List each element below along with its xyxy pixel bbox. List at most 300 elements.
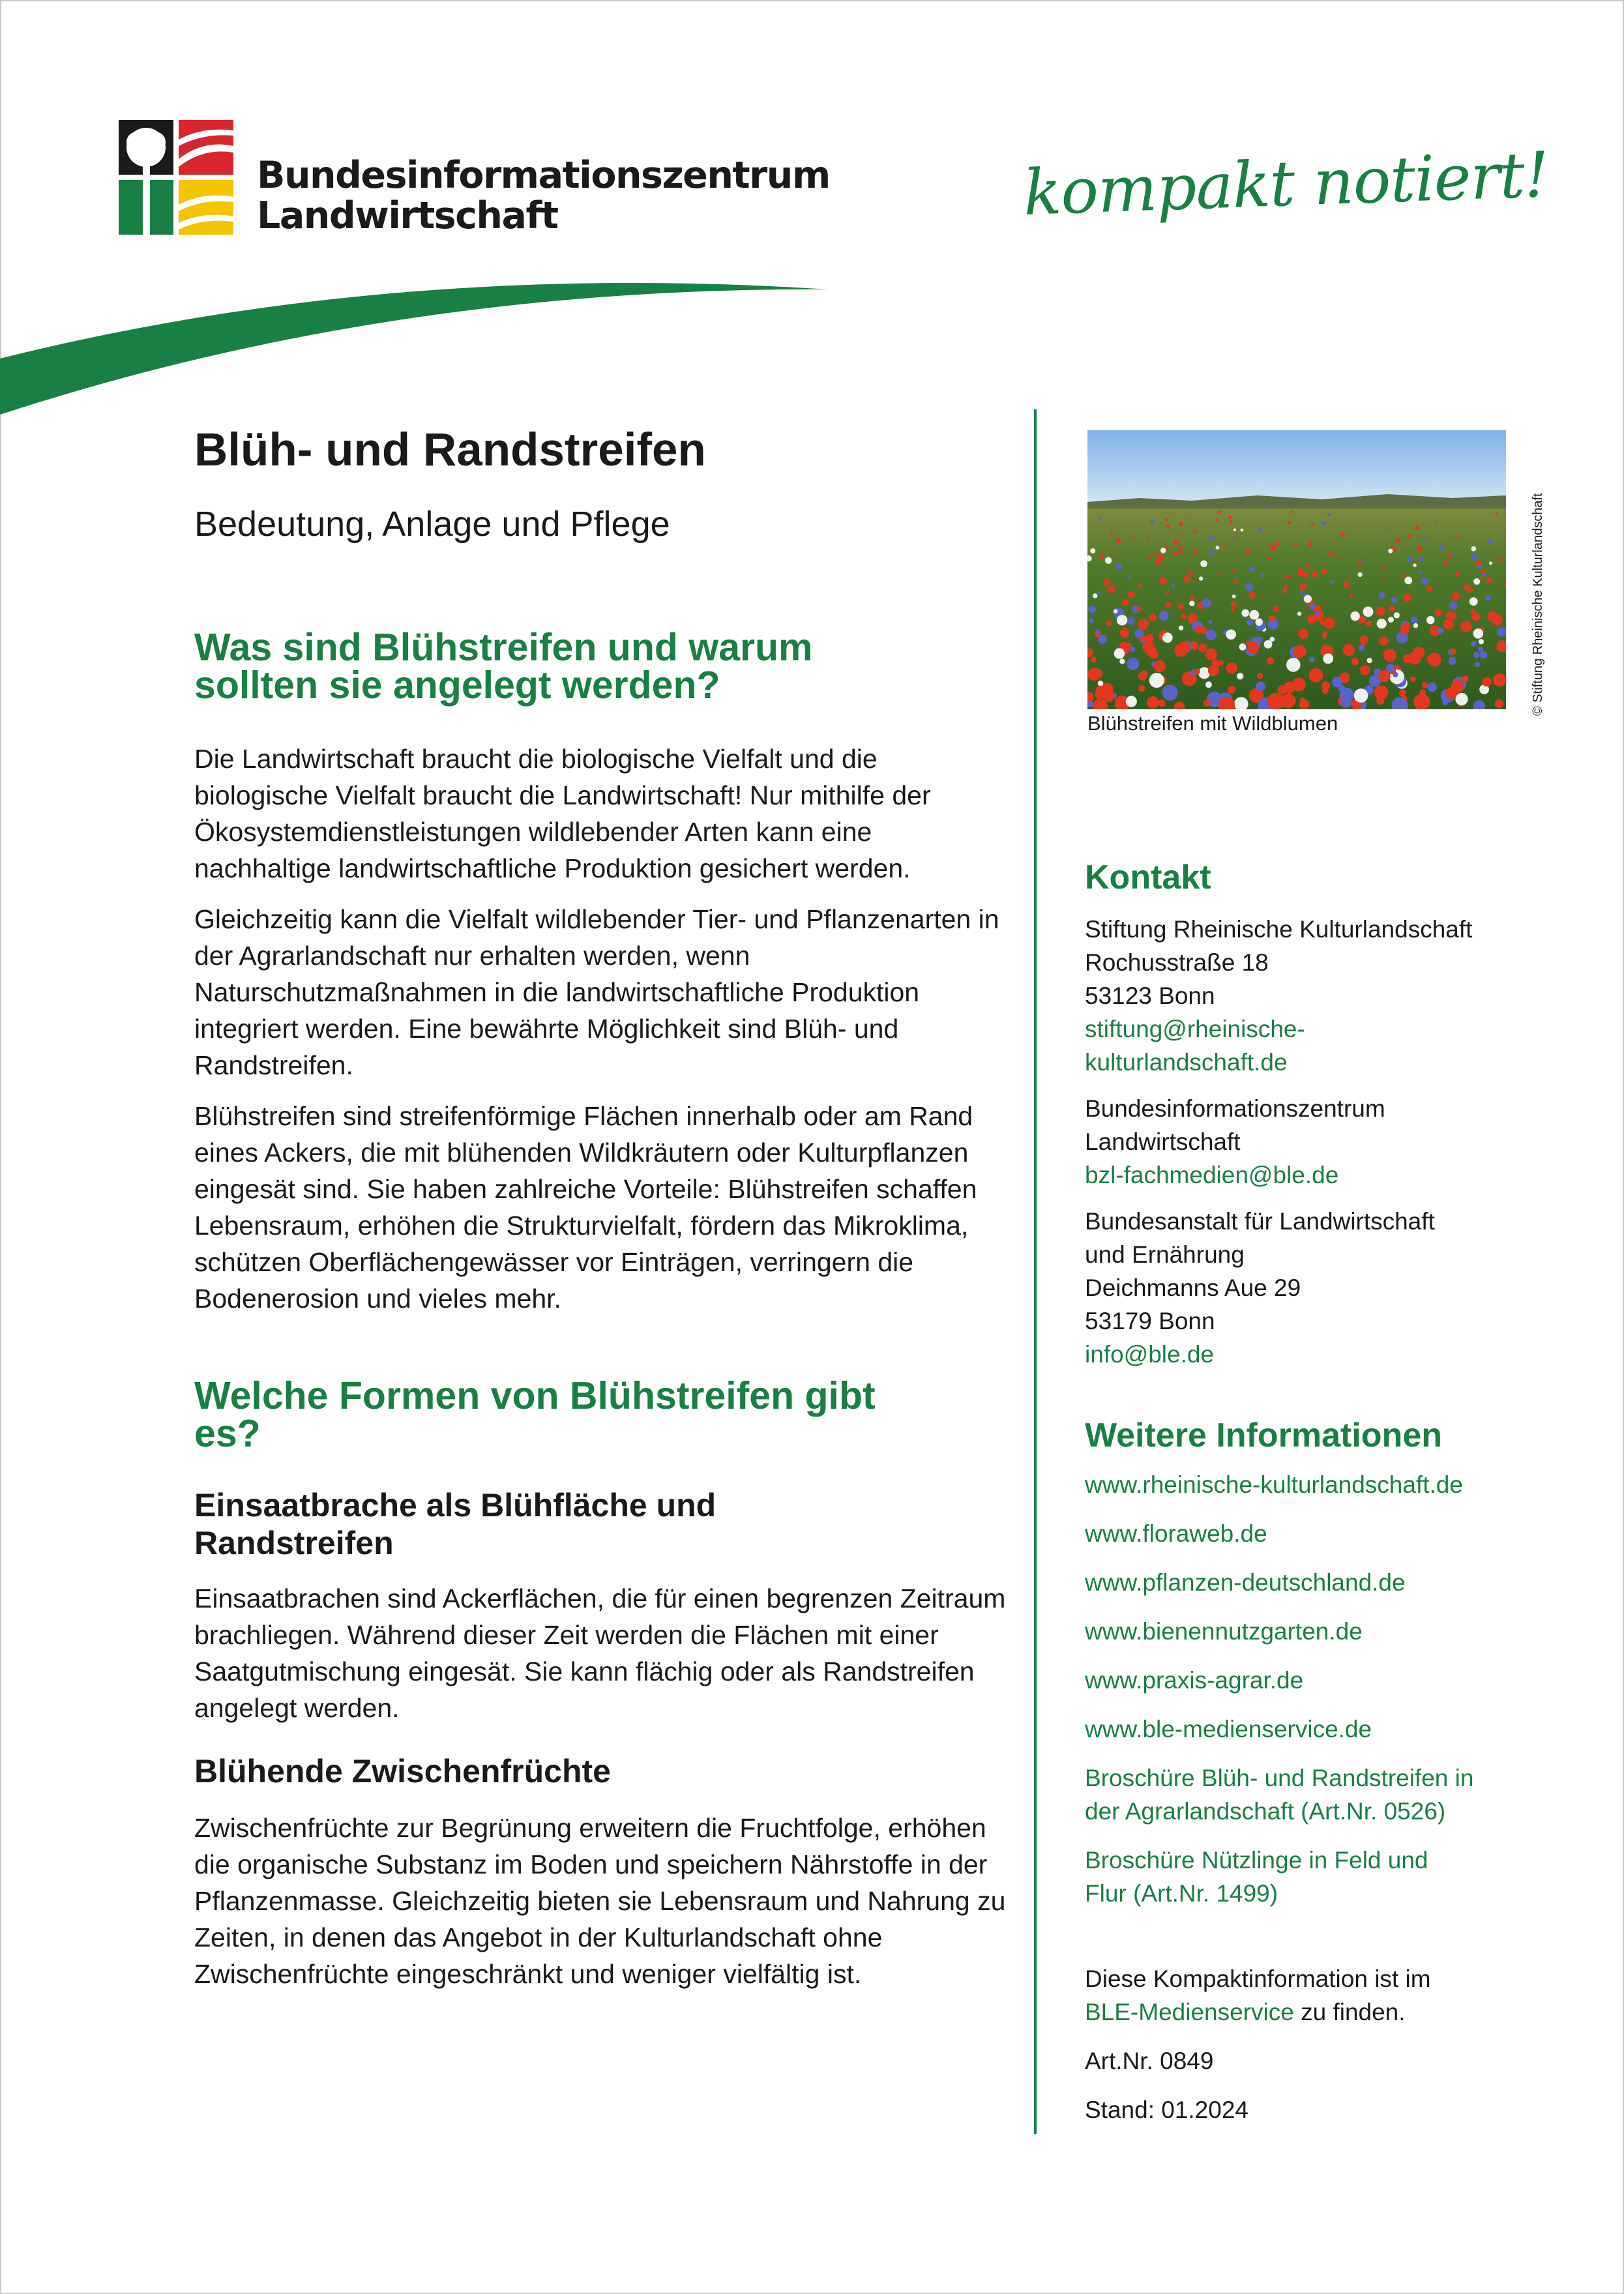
flower-dot bbox=[1247, 619, 1253, 626]
web-link[interactable]: www.pflanzen-deutschland.de bbox=[1085, 1569, 1406, 1596]
flower-dot bbox=[1264, 640, 1273, 649]
flower-dot bbox=[1195, 625, 1203, 633]
flower-dot bbox=[1419, 690, 1426, 696]
email-link[interactable]: kulturlandschaft.de bbox=[1085, 1049, 1288, 1076]
flower-dot bbox=[1179, 545, 1181, 548]
flower-dot bbox=[1170, 531, 1172, 533]
flower-dot bbox=[1281, 694, 1296, 709]
flower-dot bbox=[1155, 551, 1157, 553]
web-link[interactable]: www.ble-medienservice.de bbox=[1085, 1716, 1372, 1743]
flower-dot bbox=[1095, 629, 1100, 634]
flower-dot bbox=[1149, 673, 1164, 688]
flower-dot bbox=[1415, 525, 1419, 530]
flower-dot bbox=[1383, 649, 1396, 662]
photo-credit: © Stiftung Rheinische Kulturlandschaft bbox=[1531, 493, 1545, 716]
flower-dot bbox=[1138, 619, 1149, 630]
flower-dot bbox=[1340, 532, 1345, 537]
flower-dot bbox=[1359, 645, 1365, 651]
flower-dot bbox=[1154, 660, 1166, 672]
flower-dot bbox=[1258, 527, 1262, 531]
flower-dot bbox=[1231, 601, 1237, 607]
flower-dot bbox=[1426, 656, 1432, 662]
email-link[interactable]: info@ble.de bbox=[1085, 1341, 1215, 1368]
flower-dot bbox=[1376, 607, 1385, 616]
page-subtitle: Bedeutung, Anlage und Pflege bbox=[194, 505, 670, 544]
email-link[interactable]: stiftung@rheinische- bbox=[1085, 1016, 1305, 1042]
flower-dot bbox=[1273, 606, 1280, 613]
flower-dot bbox=[1449, 601, 1458, 610]
flower-dot bbox=[1193, 549, 1198, 554]
brochure-link[interactable] bbox=[1085, 1844, 1580, 1910]
flower-dot bbox=[1418, 557, 1423, 562]
org-name-line1: Bundesinformationszentrum bbox=[257, 154, 830, 197]
flower-dot bbox=[1403, 594, 1411, 602]
flower-dot bbox=[1351, 658, 1359, 665]
flower-dot bbox=[1426, 616, 1434, 624]
flower-dot bbox=[1216, 546, 1220, 550]
flower-dot bbox=[1134, 629, 1144, 638]
flower-dot bbox=[1421, 578, 1428, 585]
flower-dot bbox=[1245, 583, 1254, 591]
flower-dot bbox=[1127, 617, 1134, 625]
flower-dot bbox=[1485, 595, 1491, 601]
flower-dot bbox=[1336, 555, 1339, 557]
flower-dot bbox=[1316, 612, 1320, 616]
flower-dot bbox=[1235, 532, 1237, 535]
web-link[interactable]: www.rheinische-kulturlandschaft.de bbox=[1085, 1471, 1463, 1498]
flower-dot bbox=[1209, 550, 1215, 555]
flower-dot bbox=[1439, 545, 1444, 550]
flower-dot bbox=[1127, 576, 1130, 579]
org-name-line2: Landwirtschaft bbox=[257, 194, 558, 237]
flower-dot bbox=[1286, 658, 1301, 672]
flower-dot bbox=[1102, 690, 1115, 702]
tagline: kompakt notiert! bbox=[1022, 138, 1550, 229]
flower-dot bbox=[1311, 523, 1314, 527]
web-link[interactable]: www.praxis-agrar.de bbox=[1085, 1667, 1304, 1694]
bzl-logo bbox=[119, 120, 233, 235]
flower-dot bbox=[1245, 549, 1250, 554]
flower-dot bbox=[1098, 635, 1106, 643]
flower-dot bbox=[1448, 553, 1452, 557]
flower-dot bbox=[1452, 592, 1460, 600]
flower-strip-photo bbox=[1087, 430, 1506, 709]
flower-dot bbox=[1391, 597, 1397, 603]
flower-dot bbox=[1179, 626, 1183, 630]
flower-dot bbox=[1473, 628, 1484, 639]
flower-dot bbox=[1159, 611, 1169, 621]
flower-dot bbox=[1127, 658, 1139, 670]
flower-dot bbox=[1249, 610, 1259, 620]
flower-dot bbox=[1379, 592, 1385, 598]
flower-dot bbox=[1267, 557, 1271, 560]
flower-dot bbox=[1360, 665, 1370, 675]
flower-dot bbox=[1087, 668, 1100, 681]
flower-dot bbox=[1284, 576, 1288, 579]
flower-dot bbox=[1304, 595, 1312, 603]
footer-note bbox=[1085, 1962, 1580, 2126]
flower-dot bbox=[1434, 520, 1436, 522]
flower-dot bbox=[1136, 606, 1142, 611]
flower-dot bbox=[1205, 630, 1217, 641]
flower-dot bbox=[1380, 636, 1389, 645]
flower-dot bbox=[1222, 700, 1228, 707]
flower-dot bbox=[1340, 697, 1351, 708]
green-swoosh bbox=[0, 280, 834, 424]
flower-dot bbox=[1275, 541, 1279, 546]
flower-dot bbox=[1233, 580, 1237, 584]
flower-dot bbox=[1426, 586, 1432, 592]
flower-dot bbox=[1230, 520, 1233, 523]
flower-dot bbox=[1105, 557, 1112, 564]
flower-dot bbox=[1190, 596, 1194, 600]
flower-dot bbox=[1237, 673, 1243, 679]
flower-dot bbox=[1138, 672, 1147, 681]
flower-dot bbox=[1166, 591, 1170, 595]
flower-dot bbox=[1359, 561, 1363, 565]
flower-dot bbox=[1218, 571, 1221, 574]
flower-dot bbox=[1241, 529, 1244, 532]
flower-dot bbox=[1307, 564, 1310, 568]
flower-dot bbox=[1284, 682, 1295, 694]
flower-dot bbox=[1451, 680, 1464, 693]
flower-dot bbox=[1399, 690, 1406, 697]
subsection-heading: Blühende Zwischenfrüchte bbox=[194, 1753, 611, 1789]
flower-dot bbox=[1344, 581, 1350, 587]
flower-dot bbox=[1179, 641, 1190, 653]
flower-dot bbox=[1402, 574, 1405, 578]
flower-dot bbox=[1208, 620, 1213, 625]
flower-dot bbox=[1114, 609, 1118, 613]
more-info-heading: Weitere Informationen bbox=[1085, 1417, 1443, 1454]
flower-dot bbox=[1188, 571, 1193, 576]
flower-dot bbox=[1422, 537, 1425, 540]
flower-dot bbox=[1168, 515, 1169, 516]
paragraph: Die Landwirtschaft braucht die biologische Vielfalt und die biologische Vielfalt braucht die Landwirtschaft! Nur mithilfe der Ökosystemdienstleistungen wildlebender Arten kann eine nachhaltige landwirtschaftliche Produktion gesichert werden. bbox=[194, 744, 931, 883]
flower-dot bbox=[1307, 541, 1313, 547]
flower-dot bbox=[1116, 538, 1121, 543]
flower-dot bbox=[1189, 517, 1191, 519]
flower-dot bbox=[1257, 673, 1263, 679]
flower-dot bbox=[1418, 571, 1421, 574]
flower-dot bbox=[1363, 606, 1374, 617]
flower-dot bbox=[1193, 530, 1196, 533]
flower-dot bbox=[1128, 591, 1135, 598]
photo-caption: Blühstreifen mit Wildblumen bbox=[1087, 712, 1338, 735]
flower-dot bbox=[1293, 542, 1297, 546]
flower-dot bbox=[1462, 675, 1469, 682]
flower-dot bbox=[1241, 610, 1249, 617]
flower-dot bbox=[1099, 553, 1104, 557]
flower-dot bbox=[1309, 656, 1315, 662]
flower-dot bbox=[1299, 699, 1309, 709]
flower-dot bbox=[1256, 684, 1262, 690]
flower-dot bbox=[1147, 537, 1149, 540]
flower-dot bbox=[1413, 623, 1418, 628]
flower-dot bbox=[1471, 613, 1480, 621]
flower-dot bbox=[1479, 577, 1483, 581]
flower-dot bbox=[1478, 647, 1483, 652]
flower-dot bbox=[1489, 561, 1492, 565]
subsection-heading: Einsaatbrache als Blühfläche und Randstreifen bbox=[194, 1487, 716, 1561]
contact-line: 53123 Bonn bbox=[1085, 982, 1215, 1009]
flower-dot bbox=[1321, 522, 1325, 525]
flower-dot bbox=[1480, 651, 1487, 658]
flower-dot bbox=[1394, 612, 1400, 618]
flower-dot bbox=[1091, 656, 1097, 662]
flower-dot bbox=[1350, 611, 1359, 621]
flower-dot bbox=[1322, 635, 1327, 640]
flower-dot bbox=[1233, 529, 1236, 531]
flower-dot bbox=[1166, 546, 1169, 549]
brochure-line[interactable]: der Agrarlandschaft (Art.Nr. 0526) bbox=[1085, 1798, 1446, 1825]
contact-line: und Ernährung bbox=[1085, 1241, 1245, 1268]
flower-dot bbox=[1449, 657, 1456, 665]
flower-dot bbox=[1293, 647, 1303, 658]
flower-dot bbox=[1407, 557, 1413, 563]
flower-dot bbox=[1290, 511, 1292, 513]
flower-dot bbox=[1147, 696, 1159, 709]
flower-dot bbox=[1228, 516, 1232, 519]
paragraph: Gleichzeitig kann die Vielfalt wildlebender Tier- und Pflanzenarten in der Agrarlandschaft nur erhalten werden, wenn Naturschutzmaßnahmen in die landwirtschaftliche Produktion integriert werden. Eine bewährte Möglichkeit sind Blüh- und Randstreifen. bbox=[194, 904, 999, 1080]
web-link[interactable]: www.floraweb.de bbox=[1085, 1520, 1267, 1547]
flower-dot bbox=[1216, 518, 1219, 522]
paragraph: Zwischenfrüchte zur Begrünung erweitern die Fruchtfolge, erhöhen die organische Substanz im Boden und speichern Nährstoffe in der Pflanzenmasse. Gleichzeitig bieten sie Lebensraum und Nahrung zu Zeiten, in denen das Angebot in der Kulturlandschaft ohne Zwischenfrüchte eingeschränkt und weniger vielfältig ist. bbox=[194, 1813, 1006, 1989]
more-info-section bbox=[1085, 1416, 1580, 1910]
section-heading: Was sind Blühstreifen und warum sollten sie angelegt werden? bbox=[194, 626, 813, 707]
flower-dot bbox=[1482, 677, 1492, 687]
flower-dot bbox=[1378, 670, 1390, 682]
flower-dot bbox=[1208, 666, 1219, 677]
contact-line: Bundesanstalt für Landwirtschaft bbox=[1085, 1208, 1435, 1235]
flower-dot bbox=[1450, 649, 1456, 655]
flower-dot bbox=[1404, 577, 1412, 585]
medienservice-link[interactable]: BLE-Medienservice bbox=[1085, 1999, 1294, 2025]
flower-dot bbox=[1232, 595, 1236, 598]
brochure-link[interactable] bbox=[1085, 1761, 1580, 1828]
article-number: Art.Nr. 0849 bbox=[1085, 2048, 1214, 2074]
flower-dot bbox=[1354, 688, 1368, 703]
flower-dot bbox=[1096, 686, 1104, 694]
flower-dot bbox=[1323, 617, 1335, 628]
flower-dot bbox=[1471, 546, 1477, 551]
brochure-line[interactable]: Flur (Art.Nr. 1499) bbox=[1085, 1880, 1278, 1907]
flower-dot bbox=[1231, 608, 1235, 613]
flower-dot bbox=[1492, 615, 1503, 625]
flower-dot bbox=[1114, 648, 1125, 658]
flower-dot bbox=[1205, 649, 1217, 660]
flower-dot bbox=[1226, 630, 1236, 640]
flower-dot bbox=[1471, 641, 1477, 647]
contact-line: 53179 Bonn bbox=[1085, 1308, 1215, 1334]
flower-dot bbox=[1388, 549, 1393, 553]
flower-dot bbox=[1151, 520, 1154, 523]
flower-dot bbox=[1460, 621, 1472, 632]
flower-dot bbox=[1422, 682, 1428, 688]
flower-dot bbox=[1469, 588, 1473, 593]
flower-dot bbox=[1097, 591, 1100, 594]
flower-dot bbox=[1350, 593, 1353, 597]
flower-dot bbox=[1343, 644, 1355, 656]
brochure-line[interactable]: Broschüre Nützlinge in Feld und bbox=[1085, 1847, 1428, 1874]
flower-dot bbox=[1174, 551, 1178, 556]
flower-dot bbox=[1361, 640, 1366, 645]
flower-dot bbox=[1138, 685, 1145, 692]
flower-dot bbox=[1138, 583, 1142, 587]
footer-note-suffix: zu finden. bbox=[1293, 1999, 1406, 2025]
flower-dot bbox=[1331, 580, 1335, 583]
email-link[interactable]: bzl-fachmedien@ble.de bbox=[1085, 1162, 1339, 1188]
paragraph: Einsaatbrachen sind Ackerflächen, die für einen begrenzen Zeitraum brachliegen. Während dieser Zeit werden die Flächen mit einer Saatgutmischung eingesät. Sie kann flächig oder als Randstreifen angelegt werden. bbox=[194, 1583, 1006, 1723]
flower-dot bbox=[1119, 658, 1125, 664]
flower-dot bbox=[1159, 699, 1166, 707]
flower-dot bbox=[1102, 557, 1104, 560]
flower-dot bbox=[1089, 606, 1097, 613]
flower-dot bbox=[1411, 617, 1418, 624]
flower-dot bbox=[1194, 669, 1200, 675]
flower-dot bbox=[1404, 622, 1410, 628]
flower-dot bbox=[1455, 536, 1457, 538]
flower-dot bbox=[1435, 610, 1442, 617]
flower-dot bbox=[1090, 548, 1095, 553]
page-title: Blüh- und Randstreifen bbox=[194, 424, 706, 476]
flower-dot bbox=[1179, 522, 1183, 526]
flower-dot bbox=[1455, 571, 1460, 576]
flower-dot bbox=[1396, 538, 1400, 543]
brochure-line[interactable]: Broschüre Blüh- und Randstreifen in bbox=[1085, 1765, 1474, 1791]
flower-dot bbox=[1132, 535, 1134, 538]
flower-dot bbox=[1495, 699, 1504, 709]
section-heading: Welche Formen von Blühstreifen gibt es? bbox=[194, 1374, 876, 1455]
flower-dot bbox=[1298, 628, 1308, 639]
flower-dot bbox=[1479, 639, 1484, 644]
flower-dot bbox=[1297, 568, 1305, 576]
flower-dot bbox=[1475, 560, 1481, 566]
flower-dot bbox=[1106, 620, 1112, 626]
flower-dot bbox=[1496, 512, 1498, 515]
flower-dot bbox=[1307, 615, 1316, 624]
flower-dot bbox=[1117, 615, 1127, 625]
flower-dot bbox=[1179, 535, 1181, 537]
flower-dot bbox=[1475, 662, 1480, 667]
flower-dot bbox=[1165, 518, 1168, 521]
flower-dot bbox=[1469, 597, 1478, 606]
contact-section bbox=[1085, 858, 1580, 1371]
flower-dot bbox=[1166, 524, 1170, 528]
contact-block-stiftung bbox=[1085, 913, 1580, 1079]
flower-dot bbox=[1178, 604, 1184, 610]
flower-dot bbox=[1376, 697, 1384, 705]
flower-dot bbox=[1162, 632, 1173, 643]
flower-dot bbox=[1108, 586, 1115, 593]
flower-dot bbox=[1130, 646, 1136, 652]
flower-dot bbox=[1442, 699, 1448, 705]
flower-dot bbox=[1410, 677, 1416, 683]
flower-dot bbox=[1248, 591, 1255, 598]
contact-block-ble bbox=[1085, 1205, 1580, 1371]
flower-dot bbox=[1200, 561, 1207, 568]
flower-dot bbox=[1256, 619, 1263, 626]
flower-dot bbox=[1226, 662, 1237, 673]
flower-dot bbox=[1487, 578, 1492, 583]
flower-dot bbox=[1382, 565, 1385, 568]
flower-dot bbox=[1389, 531, 1391, 533]
flower-dot bbox=[1103, 579, 1110, 586]
flower-dot bbox=[1267, 657, 1274, 664]
flower-dot bbox=[1148, 555, 1152, 559]
flower-dot bbox=[1239, 643, 1247, 651]
flower-dot bbox=[1162, 685, 1178, 701]
flower-dot bbox=[1199, 576, 1203, 580]
flower-dot bbox=[1488, 539, 1493, 544]
flower-dot bbox=[1388, 617, 1394, 623]
flower-dot bbox=[1383, 578, 1387, 581]
flower-dot bbox=[1174, 540, 1179, 545]
flower-dot bbox=[1093, 593, 1097, 598]
flower-dot bbox=[1224, 545, 1226, 548]
flower-dot bbox=[1408, 534, 1411, 538]
flower-dot bbox=[1205, 681, 1212, 688]
flower-dot bbox=[1329, 551, 1333, 556]
flower-dot bbox=[1145, 643, 1149, 647]
flower-dot bbox=[1481, 569, 1485, 574]
paragraph: Blühstreifen sind streifenförmige Flächen innerhalb oder am Rand eines Ackers, die mit blühenden Wildkräutern oder Kulturpflanzen eingesät sind. Sie haben zahlreiche Vorteile: Blühstreifen schaffen Lebensraum, erhöhen die Strukturvielfalt, fördern das Mikroklima, schützen Oberflächengewässer vor Einträgen, verringern die Bodenerosion und vieles mehr. bbox=[194, 1101, 977, 1314]
flower-dot bbox=[1120, 628, 1129, 637]
stand-date: Stand: 01.2024 bbox=[1085, 2096, 1248, 2123]
flower-dot bbox=[1327, 513, 1331, 516]
flower-dot bbox=[1115, 563, 1122, 570]
web-link[interactable]: www.bienennutzgarten.de bbox=[1085, 1618, 1363, 1645]
flower-dot bbox=[1158, 554, 1164, 561]
flower-dot bbox=[1332, 677, 1342, 687]
flower-dot bbox=[1202, 598, 1211, 608]
contact-line: Deichmanns Aue 29 bbox=[1085, 1274, 1301, 1301]
contact-line: Landwirtschaft bbox=[1085, 1128, 1241, 1155]
flower-dot bbox=[1367, 658, 1372, 663]
flower-dot bbox=[1154, 534, 1156, 536]
contact-line: Rochusstraße 18 bbox=[1085, 949, 1269, 976]
flower-dot bbox=[1228, 686, 1235, 694]
flower-dot bbox=[1089, 619, 1094, 624]
flower-dot bbox=[1445, 611, 1453, 619]
flower-dot bbox=[1321, 681, 1330, 690]
flower-dot bbox=[1218, 511, 1220, 514]
flower-dot bbox=[1417, 546, 1423, 552]
flower-dot bbox=[1283, 589, 1287, 593]
flower-dot bbox=[1377, 619, 1387, 628]
flower-dot bbox=[1229, 520, 1231, 522]
contact-line: Bundesinformationszentrum bbox=[1085, 1095, 1385, 1122]
flower-dot bbox=[1189, 601, 1194, 606]
footer-note-line1: Diese Kompaktinformation ist im bbox=[1085, 1965, 1431, 1992]
flower-dot bbox=[1358, 572, 1363, 577]
flower-dot bbox=[1126, 696, 1137, 707]
flower-dot bbox=[1181, 614, 1187, 619]
flower-dot bbox=[1098, 681, 1104, 686]
flower-dot bbox=[1247, 641, 1259, 653]
flower-dot bbox=[1389, 606, 1395, 612]
flower-dot bbox=[1198, 643, 1207, 652]
contact-line: Stiftung Rheinische Kulturlandschaft bbox=[1085, 916, 1473, 943]
flower-dot bbox=[1427, 683, 1437, 692]
flower-dot bbox=[1471, 554, 1478, 561]
column-divider bbox=[1034, 409, 1037, 2134]
flower-dot bbox=[1288, 521, 1292, 525]
main-column bbox=[194, 424, 1009, 1992]
flower-dot bbox=[1209, 537, 1213, 541]
flower-dot bbox=[1297, 611, 1301, 615]
contact-heading: Kontakt bbox=[1085, 859, 1211, 896]
